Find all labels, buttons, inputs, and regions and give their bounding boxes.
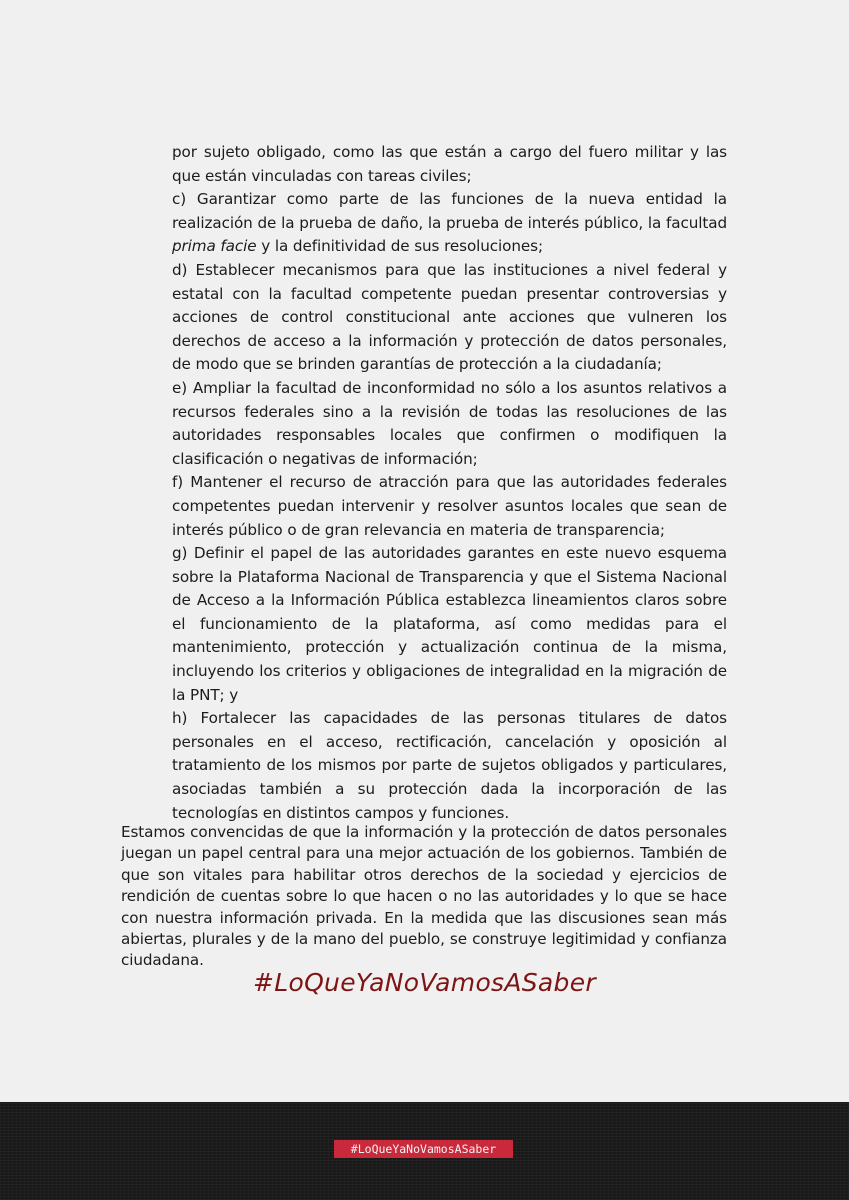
list-item-c	[172, 188, 727, 259]
list-item-c-text-end: y la definitividad de sus resoluciones;	[256, 237, 543, 256]
list-item-c-text: c) Garantizar como parte de las funciones de la nueva entidad la realización de la prueba de daño, la prueba de interés público, la facultad	[172, 190, 727, 232]
list-item-g: g) Definir el papel de las autoridades garantes en este nuevo esquema sobre la Plataforma Nacional de Transparencia y que el Sistema Nacional de Acceso a la Información Pública establezca lineamientos claros sobre el funcionamiento de la plataforma, así como medidas para el mantenimiento, protección y actualización continua de la misma, incluyendo los criterios y obligaciones de integralidad en la migración de la PNT; y	[172, 544, 727, 704]
closing-section	[121, 822, 727, 972]
footer-bar	[0, 1102, 849, 1200]
proposals-list	[172, 141, 727, 825]
list-item-h: h) Fortalecer las capacidades de las personas titulares de datos personales en el acceso, rectificación, cancelación y oposición al tratamiento de los mismos por parte de sujetos obligados y particulares, asociadas también a su protección dada la incorporación de las tecnologías en distintos campos y funciones.	[172, 709, 727, 822]
campaign-hashtag: #LoQueYaNoVamosASaber	[253, 968, 596, 997]
footer-hashtag-badge: #LoQueYaNoVamosASaber	[334, 1140, 513, 1158]
list-item-e: e) Ampliar la facultad de inconformidad no sólo a los asuntos relativos a recursos federales sino a la revisión de todas las resoluciones de las autoridades responsables locales que confirmen o modifiquen la clasificación o negativas de información;	[172, 378, 727, 468]
list-item-continuation: por sujeto obligado, como las que están a cargo del fuero militar y las que están vinculadas con tareas civiles;	[172, 143, 727, 185]
list-item-c-italic: prima facie	[172, 237, 257, 256]
list-item-d: d) Establecer mecanismos para que las instituciones a nivel federal y estatal con la facultad competente puedan presentar controversias y acciones de control constitucional ante acciones que vulneren los derechos de acceso a la información y protección de datos personales, de modo que se brinden garantías de protección a la ciudadanía;	[172, 260, 727, 374]
closing-paragraph: Estamos convencidas de que la información y la protección de datos personales juegan un papel central para una mejor actuación de los gobiernos. También de que son vitales para habilitar otros derechos de la sociedad y ejercicios de rendición de cuentas sobre lo que hacen o no las autoridades y lo que se hace con nuestra información privada. En la medida que las discusiones sean más abiertas, plurales y de la mano del pueblo, se construye legitimidad y confianza ciudadana.	[121, 823, 727, 970]
list-item-f: f) Mantener el recurso de atracción para que las autoridades federales competentes puedan intervenir y resolver asuntos locales que sean de interés público o de gran relevancia en materia de transparencia;	[172, 473, 727, 539]
